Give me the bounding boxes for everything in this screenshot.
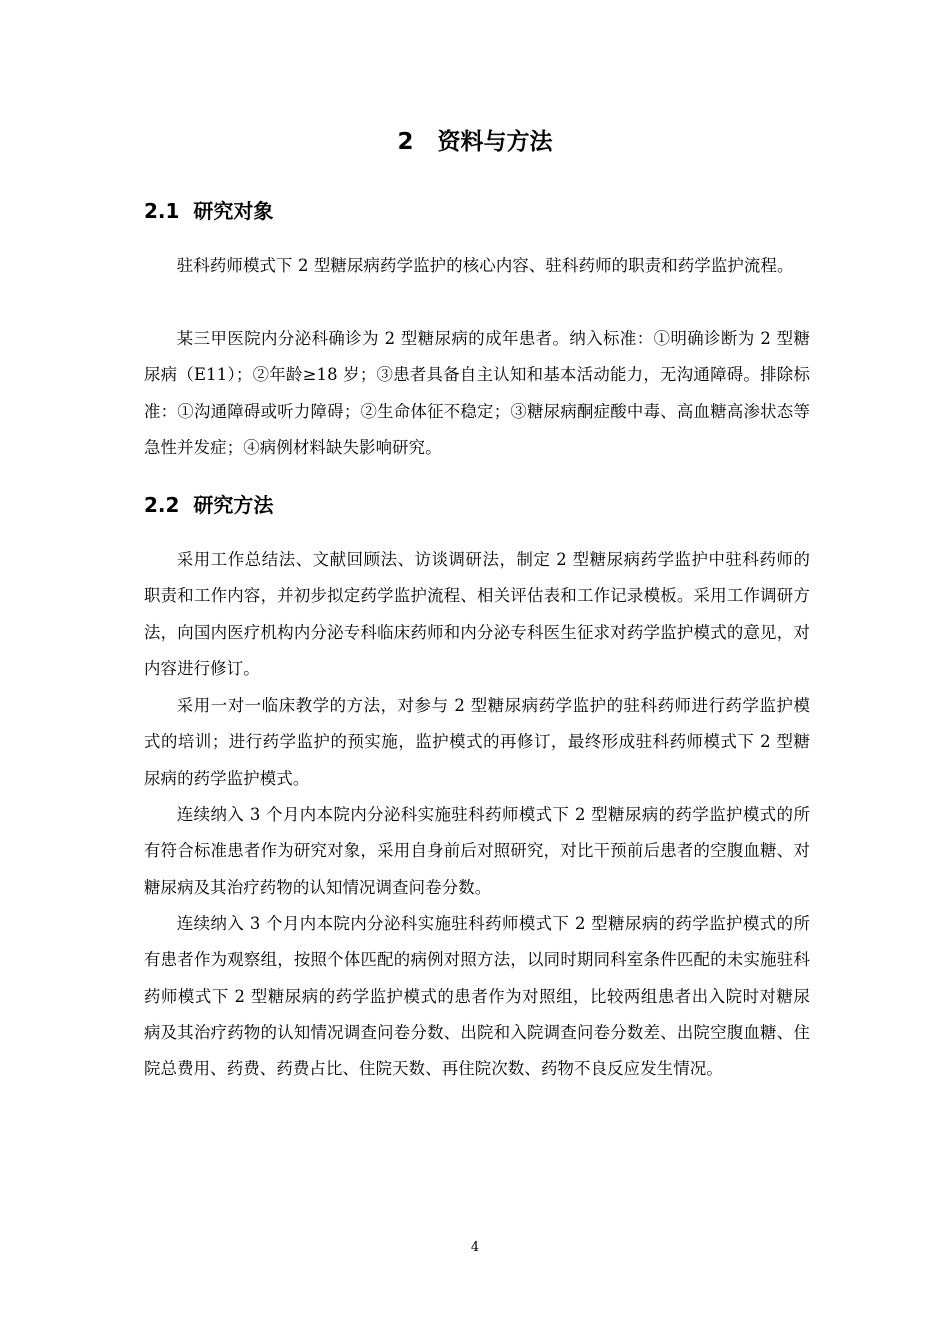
paragraph: 连续纳入 3 个月内本院内分泌科实施驻科药师模式下 2 型糖尿病的药学监护模式的所有患者作为观察组，按照个体匹配的病例对照方法，以同时期同科室条件匹配的未实施驻科药师模式下 2 型糖尿病的药学监护模式的患者作为对照组，比较两组患者出入院时对糖尿病及其治疗药物的认知情况调查问卷分数、出院和入院调查问卷分数差、出院空腹血糖、住院总费用、药费、药费占比、住院天数、再住院次数、药物不良反应发生情况。 [144,914,810,1079]
paragraph: 采用一对一临床教学的方法，对参与 2 型糖尿病药学监护的驻科药师进行药学监护模式的培训；进行药学监护的预实施，监护模式的再修订，最终形成驻科药师模式下 2 型糖尿病的药学监护模式。 [144,696,810,788]
section-title-research-methods: 2.2 研究方法 [144,493,274,517]
page-number: 4 [470,1240,480,1255]
chapter-title: 2 资料与方法 [397,129,553,155]
paragraph: 连续纳入 3 个月内本院内分泌科实施驻科药师模式下 2 型糖尿病的药学监护模式的所有符合标准患者作为研究对象，采用自身前后对照研究，对比干预前后患者的空腹血糖、对糖尿病及其治疗药物的认知情况调查问卷分数。 [144,805,810,897]
section-title-research-subjects: 2.1 研究对象 [144,199,274,223]
paragraph: 驻科药师模式下 2 型糖尿病药学监护的核心内容、驻科药师的职责和药学监护流程。 [176,256,794,275]
paragraph: 采用工作总结法、文献回顾法、访谈调研法，制定 2 型糖尿病药学监护中驻科药师的职责和工作内容，并初步拟定药学监护流程、相关评估表和工作记录模板。采用工作调研方法，向国内医疗机构内分泌专科临床药师和内分泌专科医生征求对药学监护模式的意见，对内容进行修订。 [144,550,810,678]
paragraph: 某三甲医院内分泌科确诊为 2 型糖尿病的成年患者。纳入标准：①明确诊断为 2 型糖尿病（E11）；②年龄≥18 岁；③患者具备自主认知和基本活动能力，无沟通障碍。排除标准：①沟通障碍或听力障碍；②生命体征不稳定；③糖尿病酮症酸中毒、高血糖高渗状态等急性并发症；④病例材料缺失影响研究。 [144,329,810,457]
